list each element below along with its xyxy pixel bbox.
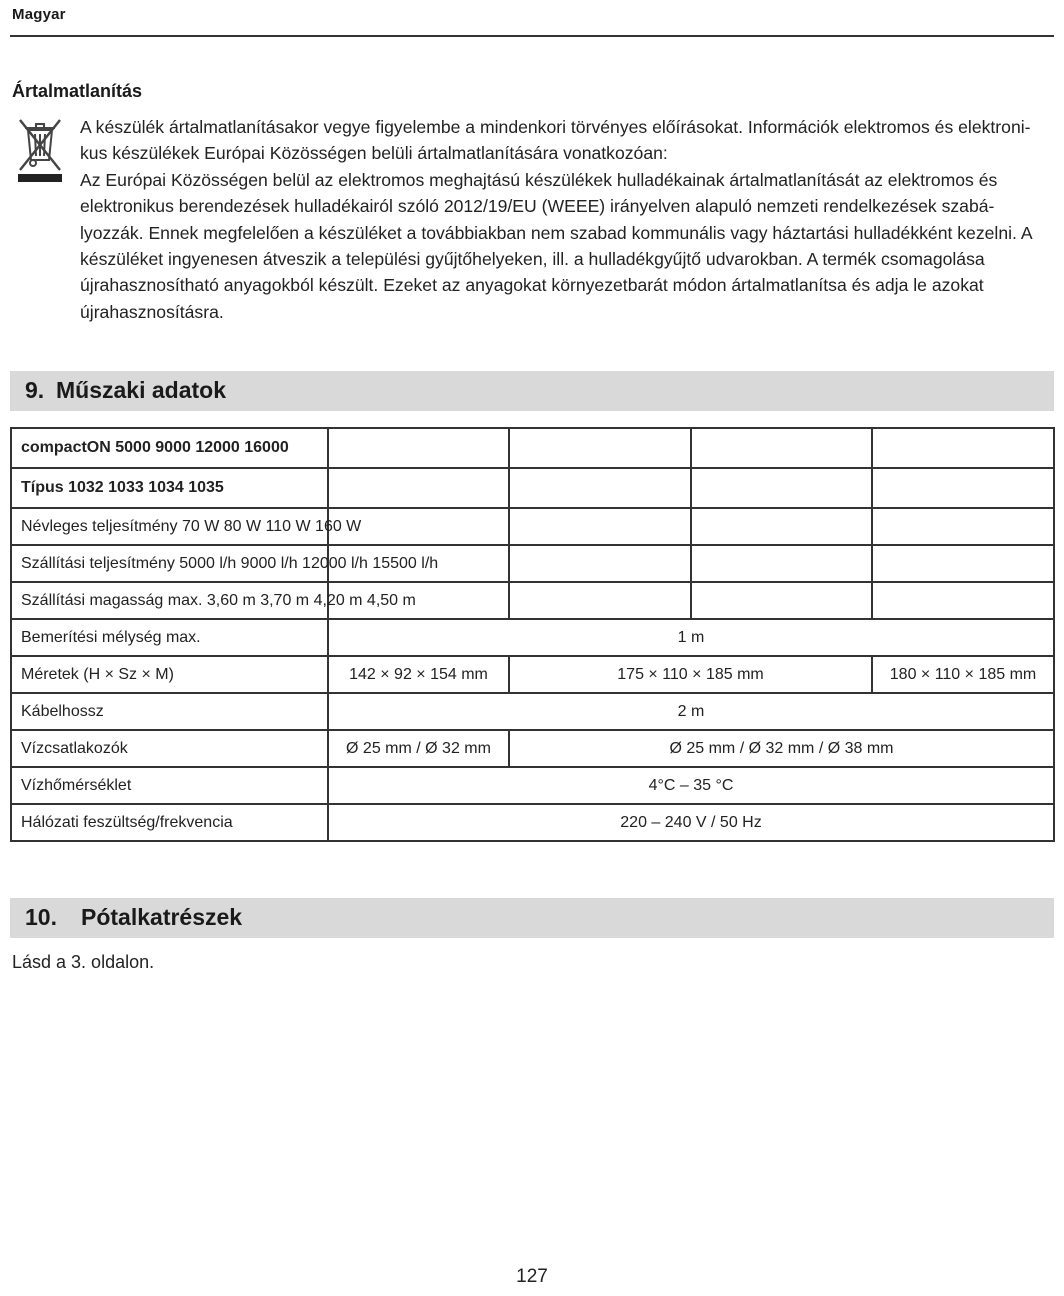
table-cell-empty	[691, 508, 872, 545]
header-language: Magyar	[12, 6, 66, 23]
table-cell-value: 220 – 240 V / 50 Hz	[328, 804, 1054, 841]
table-cell-label: Szállítási magasság max. 3,60 m 3,70 m 4,20 m 4,50 m	[11, 582, 328, 619]
table-cell-empty	[872, 468, 1054, 508]
table-cell-label: Hálózati feszültség/frekvencia	[11, 804, 328, 841]
section-10-title: Pótalkatrészek	[81, 904, 243, 930]
table-row	[11, 508, 1054, 545]
table-cell-label: Típus 1032 1033 1034 1035	[11, 468, 328, 508]
table-cell-value: 4°C – 35 °C	[328, 767, 1054, 804]
table-row	[11, 804, 1054, 841]
crossed-out-wheelie-bin-icon	[16, 116, 64, 184]
section-9-title: Műszaki adatok	[56, 377, 226, 403]
table-cell-empty	[509, 545, 691, 582]
page-number: 127	[516, 1266, 548, 1287]
table-cell-label: Szállítási teljesítmény 5000 l/h 9000 l/h 12000 l/h 15500 l/h	[11, 545, 328, 582]
table-cell-label: Méretek (H × Sz × M)	[11, 656, 328, 693]
table-row	[11, 428, 1054, 468]
table-cell-value: Ø 25 mm / Ø 32 mm / Ø 38 mm	[509, 730, 1054, 767]
table-cell-value: Ø 25 mm / Ø 32 mm	[328, 730, 509, 767]
header-divider	[10, 35, 1054, 37]
table-cell-value: 1 m	[328, 619, 1054, 656]
table-row	[11, 582, 1054, 619]
table-cell-empty	[691, 428, 872, 468]
table-cell-value: 180 × 110 × 185 mm	[872, 656, 1054, 693]
table-cell-value: 142 × 92 × 154 mm	[328, 656, 509, 693]
table-cell-label: Kábelhossz	[11, 693, 328, 730]
table-cell-empty	[691, 468, 872, 508]
table-row	[11, 693, 1054, 730]
table-cell-empty	[509, 428, 691, 468]
table-cell-empty	[509, 508, 691, 545]
table-row	[11, 545, 1054, 582]
table-row	[11, 730, 1054, 767]
technical-data-table	[10, 427, 1055, 842]
table-row	[11, 619, 1054, 656]
table-cell-value: 2 m	[328, 693, 1054, 730]
table-cell-empty	[872, 545, 1054, 582]
table-cell-label: compactON 5000 9000 12000 16000	[11, 428, 328, 468]
table-cell-empty	[509, 582, 691, 619]
disposal-paragraph-2: Az Európai Közösségen belül az elektromos meghajtású készülékek hulladékainak ártalmatlanítását az elektromos és elektronikus berendezések hulladékairól szóló 2012/19/EU (WEEE) irányelven alapuló nemzeti rendelkezések szabá-lyozzák. Ennek megfelelően a készüléket a továbbiakban nem szabad kommunális vagy háztartási hulladékként kezelni. A készüléket ingyenesen átveszik a települési gyűjtőhelyeken, ill. a hulladékgyűjtő udvarokban. A termék csomagolása újrahasznosítható anyagokból készült. Ezeket az anyagokat környezetbarát módon ártalmatlanítsa és adja le azokat újrahasznosításra.	[80, 169, 1032, 322]
section-9-number: 9.	[25, 377, 45, 403]
table-cell-label: Vízhőmérséklet	[11, 767, 328, 804]
table-cell-label: Vízcsatlakozók	[11, 730, 328, 767]
table-row	[11, 468, 1054, 508]
table-row	[11, 656, 1054, 693]
table-row	[11, 767, 1054, 804]
section-10-number: 10.	[25, 904, 57, 930]
disposal-heading: Ártalmatlanítás	[12, 81, 143, 101]
table-cell-value: 175 × 110 × 185 mm	[509, 656, 872, 693]
disposal-paragraph-1: A készülék ártalmatlanításakor vegye figyelembe a mindenkori törvényes előírásokat. Információk elektromos és elektroni-kus készülékek Európai Közösségen belüli ártalmatlanítására vonatkozóan:	[80, 117, 1031, 164]
table-cell-empty	[328, 468, 509, 508]
disposal-text	[80, 114, 1055, 325]
table-cell-label: Bemerítési mélység max.	[11, 619, 328, 656]
table-cell-empty	[691, 582, 872, 619]
table-cell-empty	[691, 545, 872, 582]
spare-parts-reference: Lásd a 3. oldalon.	[12, 952, 155, 972]
table-cell-empty	[328, 428, 509, 468]
table-cell-label: Névleges teljesítmény 70 W 80 W 110 W 160 W	[11, 508, 328, 545]
table-cell-empty	[872, 428, 1054, 468]
table-cell-empty	[872, 582, 1054, 619]
table-cell-empty	[872, 508, 1054, 545]
table-cell-empty	[509, 468, 691, 508]
